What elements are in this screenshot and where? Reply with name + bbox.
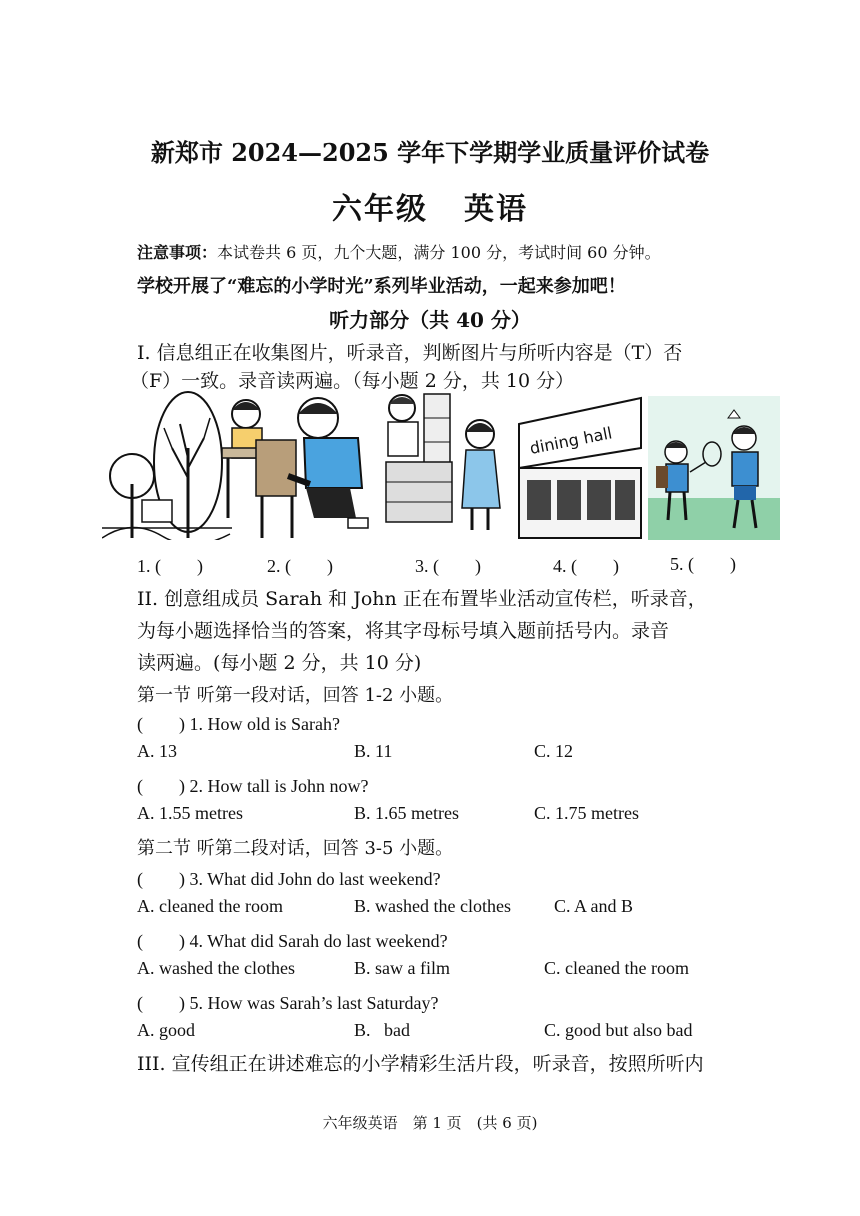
notice-text: 本试卷共 6 页，九个大题，满分 100 分，考试时间 60 分钟。: [217, 243, 661, 262]
dining-hall-sign: dining hall: [528, 423, 614, 458]
part2-instruction-line2: 为每小题选择恰当的答案，将其字母标号填入题前括号内。录音: [137, 620, 670, 642]
shop-picture: [382, 388, 512, 540]
q4-option-c[interactable]: C. cleaned the room: [544, 958, 689, 978]
intro-text: 学校开展了“难忘的小学时光”系列毕业活动，一起来参加吧！: [137, 276, 626, 297]
part2-instruction-line3: 读两遍。(每小题 2 分，共 10 分): [137, 652, 422, 674]
boy-fixing-chair-picture: [222, 388, 372, 540]
part1-instruction-line1: I. 信息组正在收集图片，听录音，判断图片与所听内容是（T）否: [137, 342, 683, 364]
answer-blank-3[interactable]: 3. ( ): [415, 556, 481, 576]
q4-option-a[interactable]: A. washed the clothes: [137, 958, 295, 978]
q2-option-b[interactable]: B. 1.65 metres: [354, 803, 459, 823]
q2-option-c[interactable]: C. 1.75 metres: [534, 803, 639, 823]
section1-heading: 第一节 听第一段对话，回答 1-2 小题。: [137, 685, 454, 706]
q5-option-c[interactable]: C. good but also bad: [544, 1020, 693, 1040]
part3-instruction-line1: III. 宣传组正在讲述难忘的小学精彩生活片段，听录音，按照所听内: [137, 1053, 704, 1075]
dining-hall-picture: [515, 388, 645, 540]
notice: [137, 240, 661, 263]
question-2: ( ) 2. How tall is John now?: [137, 776, 369, 796]
exam-title: 新郑市 2024—2025 学年下学期学业质量评价试卷: [150, 138, 710, 167]
q4-option-b[interactable]: B. saw a film: [354, 958, 450, 978]
q3-option-a[interactable]: A. cleaned the room: [137, 896, 283, 916]
part2-instruction-line1: II. 创意组成员 Sarah 和 John 正在布置毕业活动宣传栏，听录音，: [137, 588, 707, 610]
q3-option-c[interactable]: C. A and B: [554, 896, 634, 916]
answer-blank-5[interactable]: 5. ( ): [670, 554, 736, 574]
question-4: ( ) 4. What did Sarah do last weekend?: [137, 931, 448, 951]
badminton-picture: [648, 388, 780, 540]
page-footer: 六年级英语 第 1 页 (共 6 页): [322, 1114, 538, 1132]
answer-blank-4[interactable]: 4. ( ): [553, 556, 619, 576]
q3-option-b[interactable]: B. washed the clothes: [354, 896, 511, 916]
part1-instruction-line2: （F）一致。录音读两遍。（每小题 2 分，共 10 分）: [130, 370, 575, 392]
grade-subject: [0, 184, 860, 228]
section2-heading: 第二节 听第二段对话，回答 3-5 小题。: [137, 838, 454, 859]
question-1: ( ) 1. How old is Sarah?: [137, 714, 340, 734]
notice-label: 注意事项：: [137, 243, 218, 262]
q5-option-b[interactable]: B. bad: [354, 1020, 410, 1040]
q1-option-b[interactable]: B. 11: [354, 741, 393, 761]
q2-option-a[interactable]: A. 1.55 metres: [137, 803, 243, 823]
question-3: ( ) 3. What did John do last weekend?: [137, 869, 441, 889]
answer-blank-1[interactable]: 1. ( ): [137, 556, 203, 576]
answer-blank-2[interactable]: 2. ( ): [267, 556, 333, 576]
q1-option-a[interactable]: A. 13: [137, 741, 177, 761]
q1-option-c[interactable]: C. 12: [534, 741, 574, 761]
trees-picture: [102, 388, 232, 540]
listening-title: 听力部分（共 40 分）: [329, 308, 531, 332]
question-5: ( ) 5. How was Sarah’s last Saturday?: [137, 993, 439, 1013]
q5-option-a[interactable]: A. good: [137, 1020, 195, 1040]
subject-label: 英语: [464, 192, 528, 227]
grade-label: 六年级: [332, 192, 428, 227]
